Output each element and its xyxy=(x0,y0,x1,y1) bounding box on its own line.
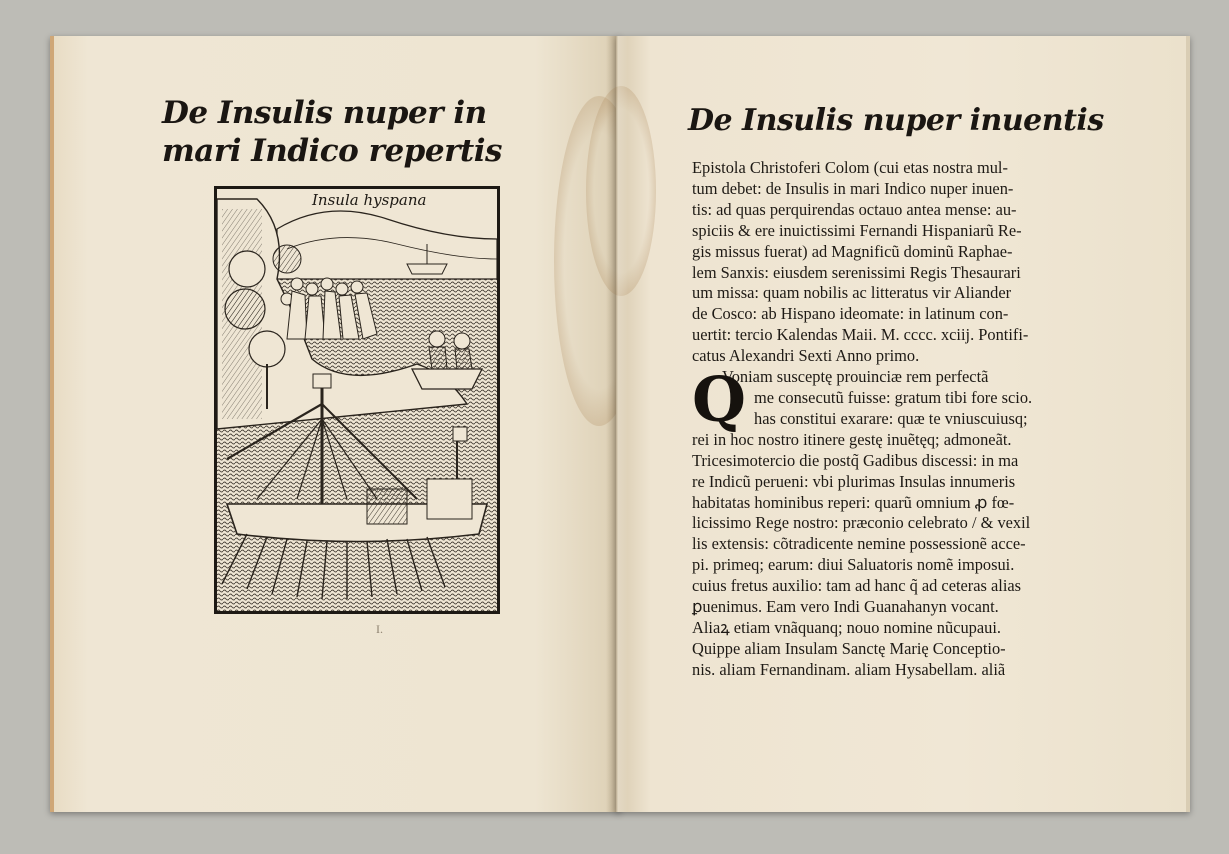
right-page-title: De Insulis nuper inuentis xyxy=(688,103,1104,138)
drop-capital: Q xyxy=(692,363,747,436)
open-book xyxy=(50,36,1186,812)
text-line: tum debet: de Insulis in mari Indico nuper inuen- xyxy=(692,178,1014,198)
text-line: nis. aliam Fernandinam. aliam Hysabellam. aliã xyxy=(692,659,1006,679)
text-line: Aliaꝝ etiam vnãquanq; nouo nomine nũcupaui. xyxy=(692,617,1001,637)
text-line: Voniam susceptę prouinciæ rem perfectã xyxy=(722,367,989,387)
text-line: re Indicũ perueni: vbi plurimas Insulas innumeris xyxy=(692,471,1016,491)
woodcut-ship-island-scene xyxy=(217,189,497,611)
text-line: de Cosco: ab Hispano ideomate: in latinum con- xyxy=(692,304,1009,324)
text-line: pi. primeq; earum: diui Saluatoris nomẽ imposui. xyxy=(692,555,1015,575)
text-line: ꝑuenimus. Eam vero Indi Guanahanyn vocant. xyxy=(692,597,999,617)
text-line: um missa: quam nobilis ac litteratus vir Aliander xyxy=(692,283,1012,303)
text-line: lem Sanxis: eiusdem serenissimi Regis Thesaurari xyxy=(692,262,1021,282)
text-line: Tricesimotercio die postq̃ Gadibus discessi: in ma xyxy=(692,450,1019,470)
left-title-line: mari Indico repertis xyxy=(162,133,502,169)
text-line: spiciis & ere inuictissimi Fernandi Hispaniarũ Re- xyxy=(692,220,1022,240)
text-line: habitatas hominibus reperi: quarũ omnium ꝓ fœ- xyxy=(692,492,1015,512)
left-title-line: De Insulis nuper in xyxy=(162,95,487,131)
text-line: cuius fretus auxilio: tam ad hanc q̃ ad ceteras alias xyxy=(692,576,1022,596)
left-page-title xyxy=(162,94,502,170)
text-line: lis extensis: cõtradicente nemine possessionẽ acce- xyxy=(692,534,1026,554)
right-page xyxy=(616,36,1190,812)
text-line: licissimo Rege nostro: præconio celebrato / & vexil xyxy=(692,513,1031,533)
woodcut-label: Insula hyspana xyxy=(312,191,427,209)
text-line: rei in hoc nostro itinere gestę inuẽtęq; admoneãt. xyxy=(692,429,1012,449)
book-gutter xyxy=(606,36,628,812)
text-line: uertit: tercio Kalendas Maii. M. cccc. xciij. Pontifi- xyxy=(692,325,1029,345)
woodcut-illustration xyxy=(214,186,500,614)
letter-text xyxy=(692,158,1132,681)
page-mark: I. xyxy=(376,622,383,636)
text-line: Epistola Christoferi Colom (cui etas nostra mul- xyxy=(692,158,1008,177)
text-line: catus Alexandri Sexti Anno primo. xyxy=(692,346,920,366)
text-line: me consecutũ fuisse: gratum tibi fore scio. xyxy=(754,387,1033,407)
left-page xyxy=(50,36,620,812)
text-line: Quippe aliam Insulam Sanctę Marię Conceptio- xyxy=(692,638,1006,658)
text-line: gis missus fuerat) ad Magnificũ dominũ Raphae- xyxy=(692,241,1013,261)
text-line: has constitui exarare: quæ te vniuscuiusq; xyxy=(754,408,1028,428)
text-line: tis: ad quas perquirendas octauo antea mense: au- xyxy=(692,199,1017,219)
